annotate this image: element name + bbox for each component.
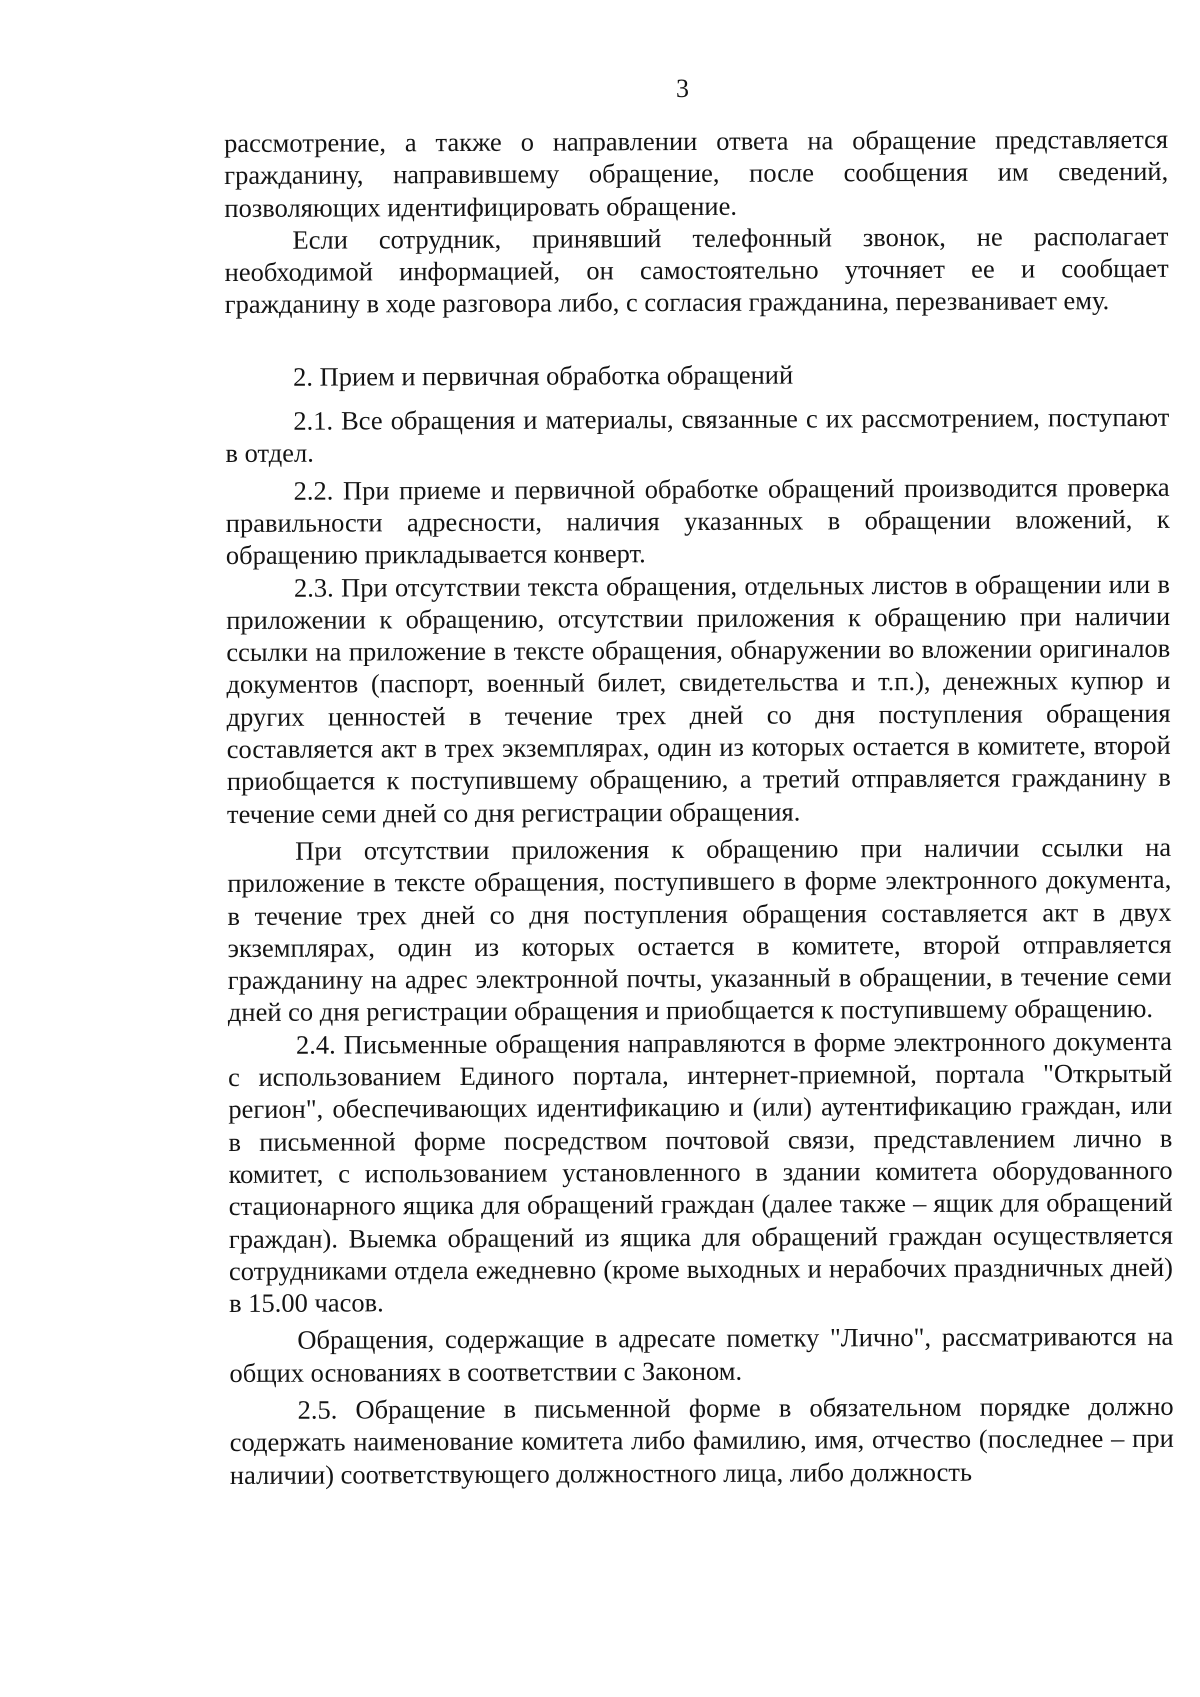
- document-body: [224, 123, 1174, 1491]
- paragraph-personal: Обращения, содержащие в адресате пометку "Лично", рассматриваются на общих основаниях в соответствии с Законом.: [229, 1321, 1174, 1388]
- paragraph-2-1: 2.1. Все обращения и материалы, связанные с их рассмотрением, поступают в отдел.: [225, 401, 1170, 469]
- paragraph-2-2: 2.2. При приеме и первичной обработке обращений производится проверка правильности адресности, наличия указанных в обращении вложений, к обращению прикладывается конверт.: [225, 471, 1170, 571]
- paragraph-2-5: 2.5. Обращение в письменной форме в обязательном порядке должно содержать наименование комитета либо фамилию, имя, отчество (последнее – при наличии) соответствующего должностного лица, либо должность: [229, 1390, 1174, 1490]
- section-heading: 2. Прием и первичная обработка обращений: [293, 359, 794, 392]
- paragraph-2-3: 2.3. При отсутствии текста обращения, отдельных листов в обращении или в приложении к обращению, отсутствии приложения к обращению при наличии ссылки на приложение в тексте обращения, обнаружении во вложении оригиналов документов (паспорт, военный билет, свидетельства и т.п.), денежных купюр и других ценностей в течение трех дней со дня поступления обращения составляется акт в трех экземплярах, один из которых остается в комитете, второй приобщается к поступившему обращению, а третий отправляется гражданину в течение семи дней со дня регистрации обращения.: [226, 568, 1171, 829]
- paragraph-continuation: рассмотрение, а также о направлении ответа на обращение представляется гражданину, направившему обращение, после сообщения им сведений, позволяющих идентифицировать обращение.: [224, 123, 1169, 223]
- paragraph-electronic-attachment: При отсутствии приложения к обращению при наличии ссылки на приложение в тексте обращения, поступившего в форме электронного документа, в течение трех дней со дня поступления обращения составляется акт в двух экземплярах, один из которых остается в комитете, второй отправляется гражданину на адрес электронной почты, указанный в обращении, в течение семи дней со дня регистрации обращения и приобщается к поступившему обращению.: [227, 831, 1172, 1028]
- paragraph-phone-call: Если сотрудник, принявший телефонный звонок, не располагает необходимой информацией, он самостоятельно уточняет ее и сообщает гражданину в ходе разговора либо, с согласия гражданина, перезванивает ему.: [224, 220, 1169, 320]
- page-number: 3: [676, 74, 689, 103]
- paragraph-2-4: 2.4. Письменные обращения направляются в форме электронного документа с использованием Единого портала, интернет-приемной, портала "Открытый регион", обеспечивающих идентификацию и (или) аутентификацию граждан, или в письменной форме посредством почтовой связи, представлением лично в комитет, с использованием установленного в здании комитета оборудованного стационарного ящика для обращений граждан (далее также – ящик для обращений граждан). Выемка обращений из ящика для обращений граждан осуществляется сотрудниками отдела ежедневно (кроме выходных и нерабочих праздничных дней) в 15.00 часов.: [228, 1025, 1174, 1319]
